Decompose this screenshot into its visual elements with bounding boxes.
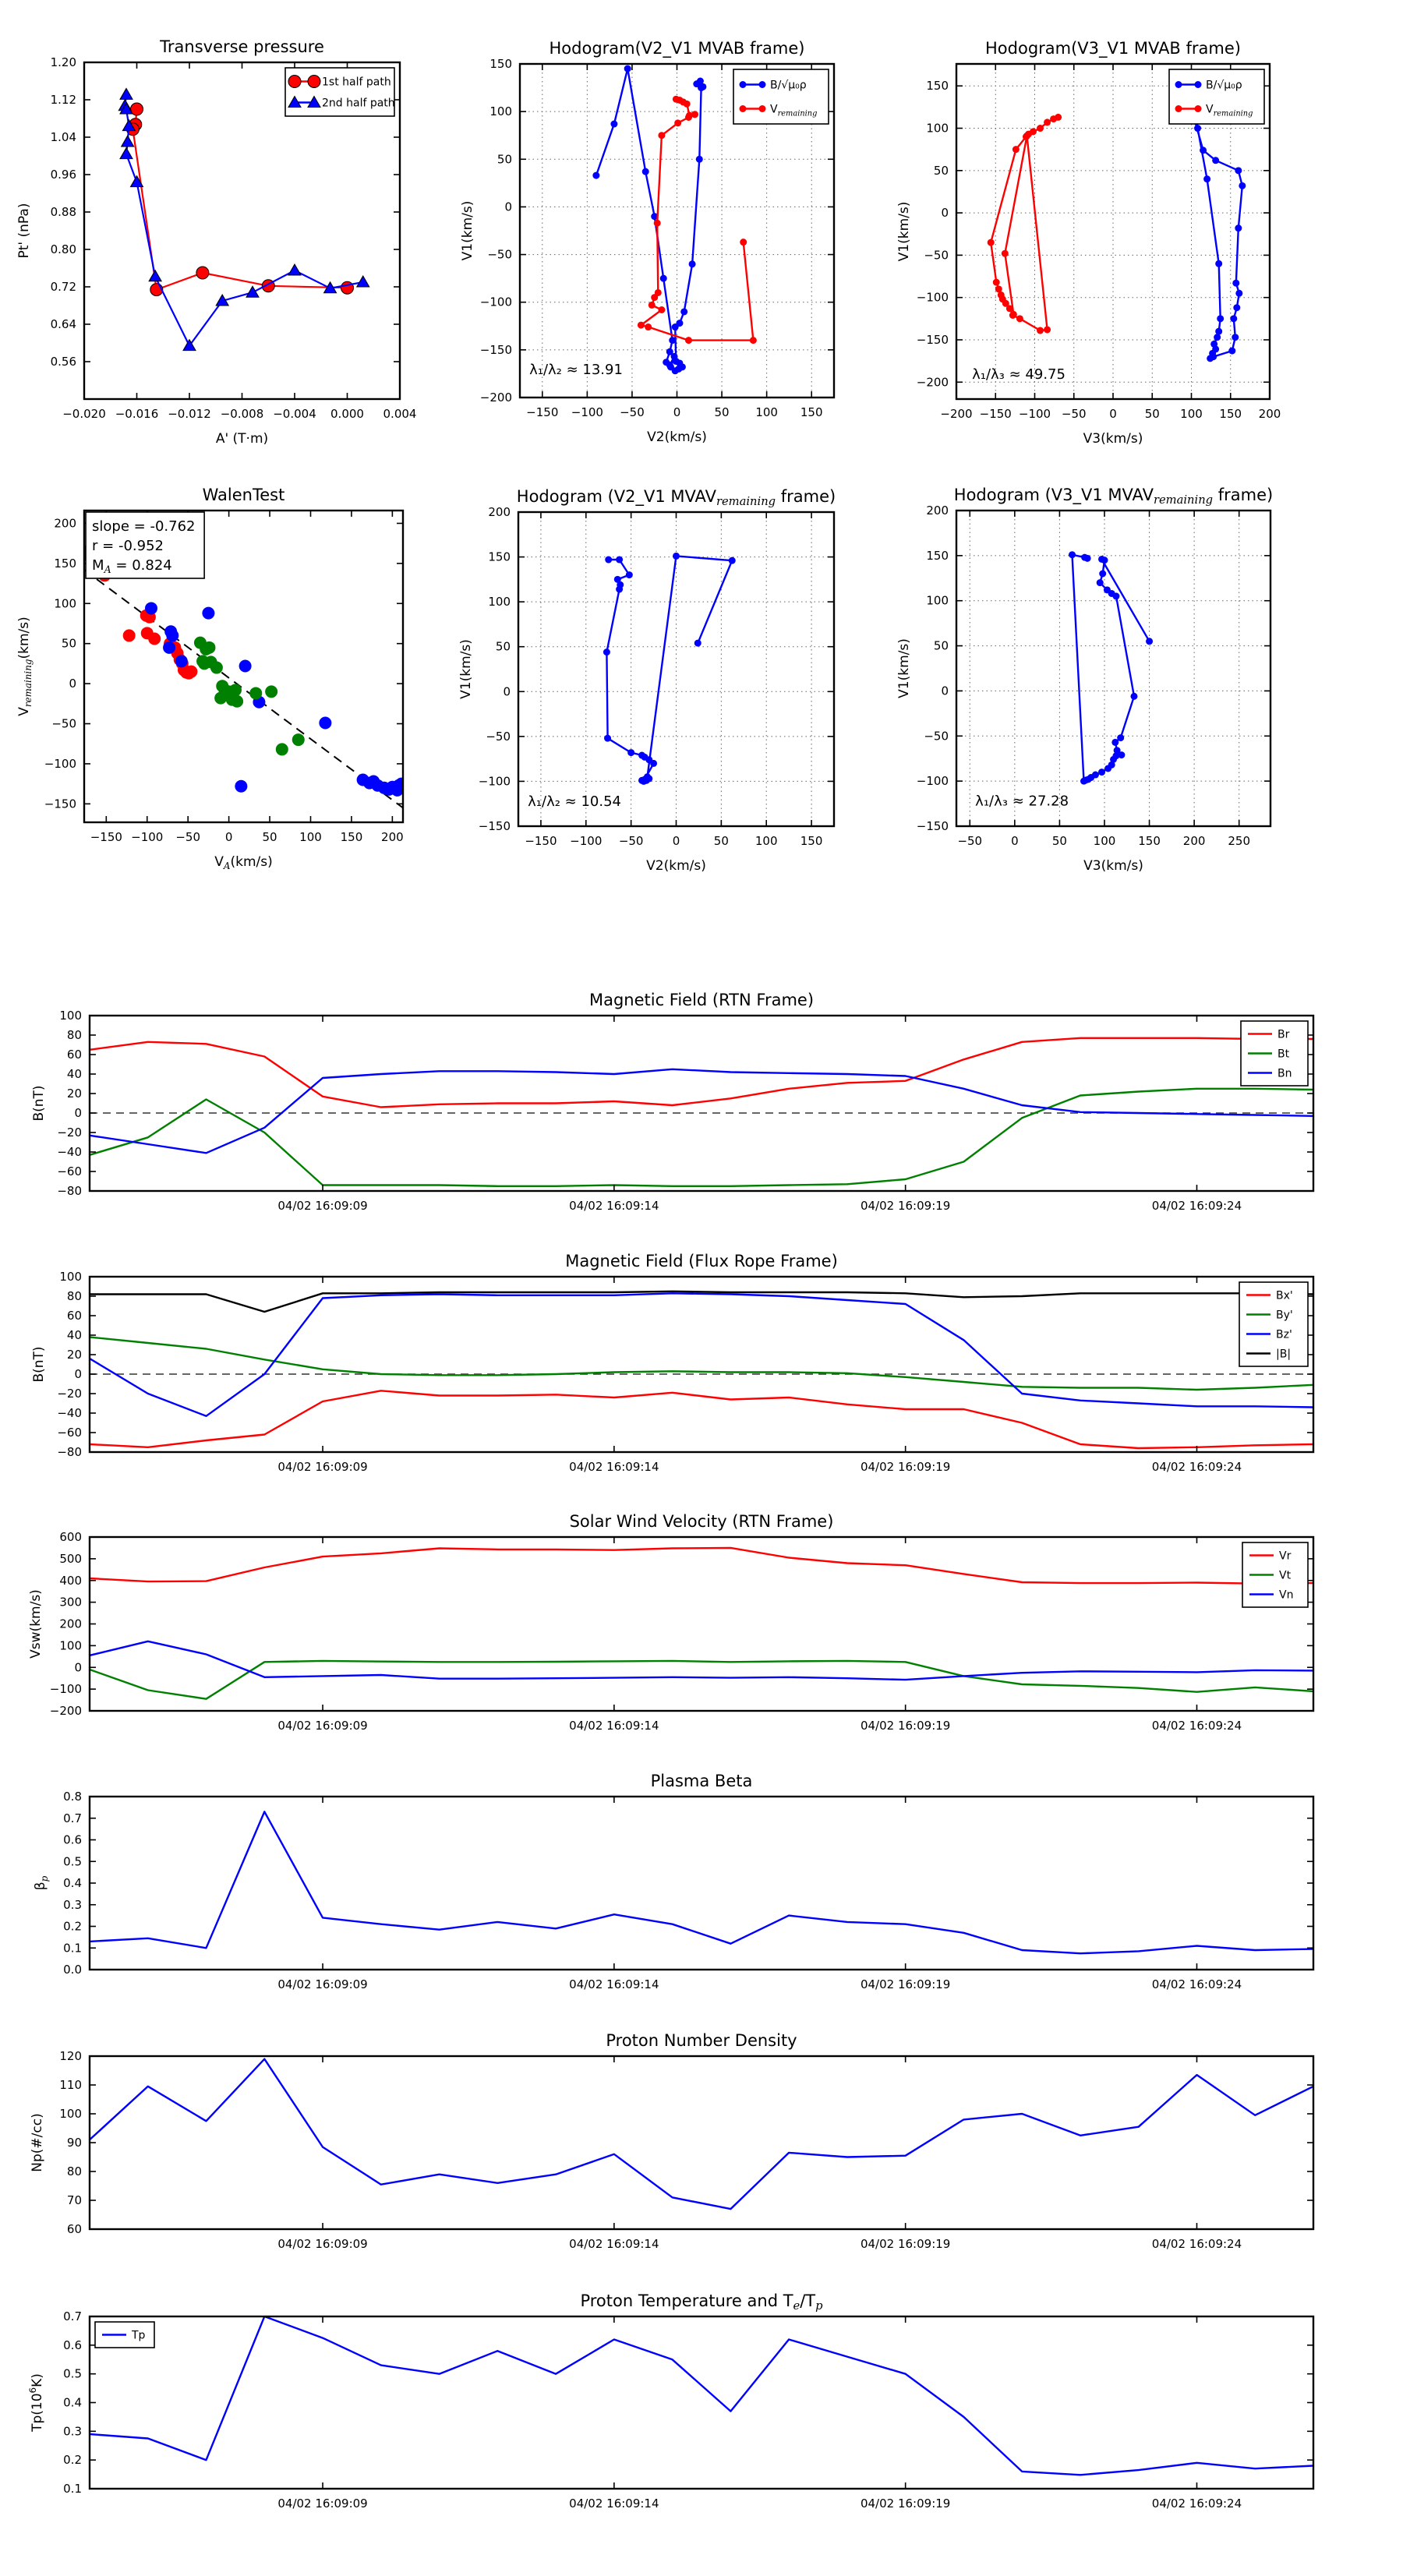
plot-area bbox=[988, 83, 1246, 362]
y-tick-label: 0 bbox=[74, 1106, 82, 1120]
legend-label: Bn bbox=[1278, 1067, 1292, 1080]
y-tick-label: 100 bbox=[926, 593, 949, 608]
magnetic-field-rtn-title: Magnetic Field (RTN Frame) bbox=[588, 991, 815, 1009]
x-tick-label: −150 bbox=[525, 834, 557, 848]
legend-label: Bx' bbox=[1276, 1289, 1293, 1302]
y-tick-label: −100 bbox=[916, 290, 949, 305]
y-tick-label: −100 bbox=[916, 774, 949, 789]
plot-area bbox=[90, 2316, 1313, 2475]
plot-area bbox=[90, 1038, 1313, 1186]
magnetic-field-flux-rope-series-Bz-prime bbox=[90, 1293, 1313, 1416]
plasma-beta-ylabel: $\beta_p$ bbox=[33, 1875, 50, 1891]
legend-label: Br bbox=[1278, 1028, 1290, 1041]
x-tick-label: 04/02 16:09:19 bbox=[860, 1199, 951, 1213]
hodogram-v2v1-mvav-xlabel: V2(km/s) bbox=[646, 858, 706, 874]
x-tick-label: 04/02 16:09:19 bbox=[860, 1977, 951, 1991]
y-tick-label: 1.12 bbox=[50, 93, 76, 107]
y-tick-label: −150 bbox=[916, 819, 949, 833]
x-tick-label: 04/02 16:09:19 bbox=[860, 2496, 951, 2511]
y-tick-label: −200 bbox=[916, 375, 949, 390]
magnetic-field-rtn-ylabel: B(nT) bbox=[31, 1085, 47, 1122]
x-tick-label: 04/02 16:09:09 bbox=[277, 2496, 368, 2511]
chart-magnetic-field-rtn bbox=[31, 991, 1313, 1213]
walen-test-series-fit-line bbox=[84, 570, 403, 807]
hodogram-v3v1-mvav-title: Hodogram (V3_V1 MVAVremaining frame) bbox=[953, 486, 1274, 507]
y-tick-label: 0 bbox=[503, 684, 511, 699]
hodogram-v2v1-mvab-title: Hodogram(V2_V1 MVAB frame) bbox=[549, 39, 805, 58]
x-tick-label: 04/02 16:09:09 bbox=[277, 1719, 368, 1733]
solar-wind-velocity-legend bbox=[1242, 1542, 1308, 1607]
legend-label: 2nd half path bbox=[322, 97, 395, 110]
y-tick-label: 0.2 bbox=[63, 1919, 82, 1934]
y-tick-label: −50 bbox=[51, 716, 76, 731]
legend-label: $V_{remaining}$ bbox=[1206, 103, 1253, 118]
proton-temperature-legend bbox=[95, 2322, 154, 2348]
y-tick-label: −200 bbox=[49, 1704, 82, 1718]
axes-box bbox=[956, 511, 1270, 826]
hodogram-v3v1-mvav-series-hodogram-path bbox=[1073, 555, 1150, 781]
hodogram-v3v1-mvab-xlabel: V3(km/s) bbox=[1083, 431, 1143, 447]
legend-label: Bz' bbox=[1276, 1328, 1292, 1341]
y-tick-label: 150 bbox=[54, 556, 76, 571]
x-tick-label: −50 bbox=[175, 830, 201, 844]
y-tick-label: 60 bbox=[66, 1309, 82, 1323]
hodogram-v3v1-mvav-ylabel: V1(km/s) bbox=[896, 638, 912, 698]
y-tick-label: 1.20 bbox=[50, 55, 76, 69]
x-tick-label: 50 bbox=[262, 830, 277, 844]
x-tick-label: 04/02 16:09:14 bbox=[569, 1460, 659, 1474]
y-tick-label: 50 bbox=[495, 639, 511, 654]
ticks bbox=[59, 2049, 1313, 2251]
plot-area bbox=[80, 545, 408, 807]
x-tick-label: 50 bbox=[714, 405, 730, 419]
plot-area bbox=[90, 1548, 1313, 1699]
x-tick-label: −100 bbox=[571, 405, 603, 419]
chart-hodogram-v2v1-mvav bbox=[458, 487, 836, 874]
magnetic-field-flux-rope-series-Bx-prime bbox=[90, 1390, 1313, 1448]
x-tick-label: 100 bbox=[755, 405, 778, 419]
ticks bbox=[57, 1009, 1313, 1213]
y-tick-label: 90 bbox=[66, 2136, 82, 2150]
x-tick-label: 200 bbox=[1258, 407, 1281, 421]
transverse-pressure-series-1st half path bbox=[133, 109, 347, 290]
x-tick-label: 04/02 16:09:19 bbox=[860, 2237, 951, 2251]
x-tick-label: 150 bbox=[1219, 407, 1242, 421]
transverse-pressure-ylabel: Pt' (nPa) bbox=[16, 203, 32, 259]
chart-proton-number-density bbox=[30, 2031, 1313, 2251]
y-tick-label: 0.72 bbox=[50, 280, 76, 294]
x-tick-label: 50 bbox=[713, 834, 729, 848]
hodogram-v2v1-mvav-title: Hodogram (V2_V1 MVAVremaining frame) bbox=[516, 487, 836, 508]
x-tick-label: 0.000 bbox=[330, 407, 364, 421]
y-tick-label: 0.80 bbox=[50, 242, 76, 256]
axes-box bbox=[90, 1537, 1313, 1711]
x-tick-label: −0.020 bbox=[62, 407, 106, 421]
y-tick-label: 0.56 bbox=[50, 355, 76, 369]
hodogram-v3v1-mvav-xlabel: V3(km/s) bbox=[1083, 858, 1143, 874]
y-tick-label: 50 bbox=[933, 638, 949, 653]
x-tick-label: 0 bbox=[224, 830, 233, 844]
walen-test-markers-scatter-green bbox=[194, 637, 305, 756]
y-tick-label: 400 bbox=[59, 1573, 82, 1588]
y-tick-label: 0.3 bbox=[63, 1897, 82, 1912]
x-tick-label: 04/02 16:09:09 bbox=[277, 2237, 368, 2251]
x-tick-label: −0.004 bbox=[273, 407, 316, 421]
y-tick-label: 0.2 bbox=[63, 2453, 82, 2468]
y-tick-label: −100 bbox=[478, 774, 511, 789]
plot-area bbox=[90, 1289, 1313, 1448]
y-tick-label: 100 bbox=[59, 2107, 82, 2121]
x-tick-label: 100 bbox=[1093, 834, 1116, 848]
plot-area bbox=[90, 1811, 1313, 1953]
y-tick-label: 40 bbox=[66, 1328, 82, 1342]
y-tick-label: 100 bbox=[59, 1009, 82, 1023]
x-tick-label: 0 bbox=[1109, 407, 1117, 421]
transverse-pressure-xlabel: A' (T·m) bbox=[215, 431, 269, 447]
y-tick-label: 60 bbox=[66, 1048, 82, 1062]
y-tick-label: −60 bbox=[57, 1164, 82, 1178]
y-tick-label: 0.1 bbox=[63, 2482, 82, 2496]
y-tick-label: 0.96 bbox=[50, 168, 76, 182]
gridlines bbox=[956, 511, 1270, 826]
y-tick-label: −40 bbox=[57, 1406, 82, 1420]
x-tick-label: 150 bbox=[800, 405, 823, 419]
magnetic-field-rtn-series-Bt bbox=[90, 1089, 1313, 1186]
y-tick-label: 100 bbox=[59, 1270, 82, 1284]
transverse-pressure-series-2nd half path bbox=[125, 94, 363, 345]
hodogram-v3v1-mvab-ylabel: V1(km/s) bbox=[896, 201, 912, 262]
x-tick-label: 04/02 16:09:24 bbox=[1151, 1460, 1242, 1474]
x-tick-label: 04/02 16:09:24 bbox=[1151, 2237, 1242, 2251]
x-tick-label: −150 bbox=[979, 407, 1012, 421]
x-tick-label: 04/02 16:09:19 bbox=[860, 1460, 951, 1474]
y-tick-label: 0.7 bbox=[63, 2309, 82, 2323]
x-tick-label: 04/02 16:09:14 bbox=[569, 1199, 659, 1213]
chart-hodogram-v3v1-mvab bbox=[896, 39, 1281, 447]
y-tick-label: 0 bbox=[74, 1660, 82, 1675]
legend-label: $V_{remaining}$ bbox=[770, 103, 818, 118]
hodogram-v3v1-mvab-legend bbox=[1169, 69, 1264, 124]
hodogram-v2v1-mvav-markers-hodogram-path bbox=[603, 553, 736, 785]
x-tick-label: 0 bbox=[673, 405, 681, 419]
hodogram-v2v1-mvav-ylabel: V1(km/s) bbox=[458, 639, 474, 699]
walen-test-title: WalenTest bbox=[202, 486, 285, 504]
x-tick-label: −50 bbox=[1061, 407, 1087, 421]
hodogram-v2v1-mvab-legend bbox=[733, 69, 829, 124]
x-tick-label: −100 bbox=[1018, 407, 1051, 421]
x-tick-label: 0 bbox=[672, 834, 680, 848]
chart-hodogram-v3v1-mvav bbox=[896, 486, 1273, 874]
plot-area bbox=[1069, 551, 1153, 784]
y-tick-label: −100 bbox=[479, 295, 512, 309]
y-tick-label: −100 bbox=[49, 1682, 82, 1697]
stats-line: slope = -0.762 bbox=[92, 518, 196, 535]
y-tick-label: 200 bbox=[54, 516, 76, 531]
y-tick-label: 50 bbox=[497, 152, 512, 167]
x-tick-label: 150 bbox=[1138, 834, 1161, 848]
stats-line: $M_A = 0.824$ bbox=[92, 557, 172, 575]
y-tick-label: 0.5 bbox=[63, 2366, 82, 2381]
y-tick-label: 150 bbox=[926, 79, 949, 94]
walen-test-stats-box bbox=[86, 512, 204, 578]
x-tick-label: 04/02 16:09:09 bbox=[277, 1977, 368, 1991]
hodogram-v3v1-mvav-annotation: λ₁/λ₃ ≈ 27.28 bbox=[975, 793, 1069, 810]
chart-magnetic-field-flux-rope bbox=[31, 1252, 1313, 1474]
x-tick-label: −150 bbox=[526, 405, 559, 419]
x-tick-label: 04/02 16:09:24 bbox=[1151, 1977, 1242, 1991]
x-tick-label: 04/02 16:09:14 bbox=[569, 2496, 659, 2511]
y-tick-label: −80 bbox=[57, 1184, 82, 1198]
hodogram-v2v1-mvab-annotation: λ₁/λ₂ ≈ 13.91 bbox=[529, 362, 623, 379]
plasma-beta-title: Plasma Beta bbox=[650, 1772, 753, 1790]
y-tick-label: 50 bbox=[61, 636, 76, 651]
x-tick-label: −50 bbox=[957, 834, 983, 848]
x-tick-label: 150 bbox=[340, 830, 363, 844]
y-tick-label: 0.6 bbox=[63, 1832, 82, 1847]
y-tick-label: −40 bbox=[57, 1145, 82, 1159]
y-tick-label: 80 bbox=[66, 1028, 82, 1042]
x-tick-label: 100 bbox=[1180, 407, 1203, 421]
y-tick-label: 0.0 bbox=[63, 1963, 82, 1977]
y-tick-label: −150 bbox=[479, 342, 512, 357]
y-tick-label: 0.3 bbox=[63, 2424, 82, 2439]
x-tick-label: 0 bbox=[1011, 834, 1019, 848]
hodogram-v3v1-mvab-annotation: λ₁/λ₃ ≈ 49.75 bbox=[972, 366, 1066, 383]
legend-label: |B| bbox=[1276, 1348, 1292, 1361]
x-tick-label: −150 bbox=[90, 830, 122, 844]
ticks bbox=[917, 504, 1270, 848]
y-tick-label: 1.04 bbox=[50, 130, 76, 144]
y-tick-label: −50 bbox=[487, 247, 512, 262]
chart-hodogram-v2v1-mvab bbox=[460, 39, 834, 445]
y-tick-label: 40 bbox=[66, 1067, 82, 1081]
y-tick-label: 500 bbox=[59, 1551, 82, 1566]
x-tick-label: 0.004 bbox=[383, 407, 417, 421]
axes-box bbox=[90, 1016, 1313, 1191]
axes-box bbox=[90, 2316, 1313, 2489]
hodogram-v3v1-mvab-title: Hodogram(V3_V1 MVAB frame) bbox=[985, 39, 1241, 58]
walen-test-markers-scatter-blue bbox=[145, 602, 408, 796]
y-tick-label: 150 bbox=[488, 549, 511, 564]
transverse-pressure-markers-2nd half path bbox=[118, 88, 369, 350]
y-tick-label: 0.6 bbox=[63, 2337, 82, 2352]
y-tick-label: −150 bbox=[44, 797, 76, 811]
y-tick-label: 60 bbox=[66, 2222, 82, 2236]
legend-label: 1st half path bbox=[322, 76, 391, 89]
proton-temperature-ylabel: $Tp(10^6K)$ bbox=[27, 2373, 45, 2432]
hodogram-v2v1-mvav-series-hodogram-path bbox=[606, 556, 732, 781]
y-tick-label: 110 bbox=[59, 2078, 82, 2092]
y-tick-label: 20 bbox=[66, 1348, 82, 1362]
plot-area bbox=[90, 2059, 1313, 2209]
y-tick-label: 0 bbox=[941, 684, 949, 698]
x-tick-label: 04/02 16:09:24 bbox=[1151, 1719, 1242, 1733]
y-tick-label: 0 bbox=[74, 1367, 82, 1381]
y-tick-label: 0.8 bbox=[63, 1790, 82, 1804]
legend-label: By' bbox=[1276, 1309, 1293, 1322]
axes-box bbox=[90, 1797, 1313, 1970]
proton-number-density-ylabel: Np(#/cc) bbox=[30, 2113, 45, 2172]
legend-label: Tp bbox=[132, 2329, 146, 2342]
hodogram-v2v1-mvav-annotation: λ₁/λ₂ ≈ 10.54 bbox=[528, 793, 622, 810]
y-tick-label: 200 bbox=[488, 505, 511, 519]
walen-test-ylabel: $V_{remaining}(km/s)$ bbox=[16, 617, 34, 716]
ticks bbox=[63, 2309, 1313, 2511]
transverse-pressure-title: Transverse pressure bbox=[160, 37, 324, 56]
plasma-beta-series-beta-p bbox=[90, 1811, 1313, 1953]
x-tick-label: −50 bbox=[618, 834, 644, 848]
legend-label: B/√μ₀ρ bbox=[1206, 79, 1242, 92]
proton-number-density-series-Np bbox=[90, 2059, 1313, 2209]
chart-solar-wind-velocity bbox=[28, 1512, 1313, 1733]
y-tick-label: 200 bbox=[59, 1617, 82, 1631]
x-tick-label: 100 bbox=[299, 830, 322, 844]
magnetic-field-flux-rope-ylabel: B(nT) bbox=[31, 1346, 47, 1383]
legend-label: Vr bbox=[1279, 1549, 1292, 1563]
transverse-pressure-markers-1st half path bbox=[126, 103, 353, 296]
x-tick-label: −0.012 bbox=[168, 407, 211, 421]
x-tick-label: 04/02 16:09:09 bbox=[277, 1199, 368, 1213]
walen-test-xlabel: $V_A(km/s)$ bbox=[214, 854, 273, 871]
x-tick-label: 04/02 16:09:24 bbox=[1151, 1199, 1242, 1213]
y-tick-label: −200 bbox=[479, 390, 512, 405]
y-tick-label: 100 bbox=[489, 104, 512, 119]
y-tick-label: 0.4 bbox=[63, 1876, 82, 1890]
chart-transverse-pressure bbox=[16, 37, 416, 447]
proton-temperature-title: Proton Temperature and Te/Tp bbox=[580, 2292, 823, 2313]
y-tick-label: −100 bbox=[44, 756, 76, 771]
solar-wind-velocity-series-Vt bbox=[90, 1661, 1313, 1699]
y-tick-label: 0.88 bbox=[50, 205, 76, 219]
legend-label: B/√μ₀ρ bbox=[770, 79, 807, 92]
x-tick-label: −100 bbox=[131, 830, 164, 844]
magnetic-field-flux-rope-title: Magnetic Field (Flux Rope Frame) bbox=[565, 1252, 838, 1270]
y-tick-label: −50 bbox=[924, 248, 949, 263]
x-tick-label: −0.008 bbox=[220, 407, 264, 421]
magnetic-field-rtn-series-Br bbox=[90, 1038, 1313, 1108]
y-tick-label: −50 bbox=[924, 729, 949, 744]
x-tick-label: −200 bbox=[940, 407, 973, 421]
y-tick-label: 0 bbox=[69, 677, 76, 691]
plot-area bbox=[603, 553, 736, 785]
x-tick-label: −50 bbox=[620, 405, 645, 419]
x-tick-label: 250 bbox=[1228, 834, 1251, 848]
x-tick-label: 04/02 16:09:14 bbox=[569, 2237, 659, 2251]
y-tick-label: 70 bbox=[66, 2193, 82, 2207]
y-tick-label: 0.4 bbox=[63, 2395, 82, 2410]
x-tick-label: 150 bbox=[800, 834, 823, 848]
y-tick-label: 120 bbox=[59, 2049, 82, 2063]
ticks bbox=[50, 1530, 1313, 1733]
hodogram-v2v1-mvab-xlabel: V2(km/s) bbox=[647, 429, 707, 445]
x-tick-label: 50 bbox=[1051, 834, 1067, 848]
y-tick-label: 80 bbox=[66, 1289, 82, 1303]
ticks bbox=[63, 1790, 1313, 1991]
x-tick-label: 04/02 16:09:19 bbox=[860, 1719, 951, 1733]
y-tick-label: 0.64 bbox=[50, 317, 76, 331]
y-tick-label: −150 bbox=[916, 332, 949, 347]
y-tick-label: 150 bbox=[926, 548, 949, 563]
y-tick-label: 300 bbox=[59, 1595, 82, 1610]
x-tick-label: 04/02 16:09:24 bbox=[1151, 2496, 1242, 2511]
x-tick-label: 04/02 16:09:09 bbox=[277, 1460, 368, 1474]
y-tick-label: −50 bbox=[486, 729, 511, 744]
y-tick-label: 100 bbox=[488, 595, 511, 610]
chart-plasma-beta bbox=[33, 1772, 1313, 1991]
y-tick-label: −20 bbox=[57, 1125, 82, 1140]
transverse-pressure-legend bbox=[285, 68, 395, 116]
x-tick-label: 100 bbox=[755, 834, 778, 848]
chart-proton-temperature bbox=[27, 2292, 1313, 2511]
legend-label: Bt bbox=[1278, 1048, 1290, 1061]
stats-line: r = -0.952 bbox=[92, 538, 164, 554]
plot-area bbox=[118, 88, 369, 350]
x-tick-label: −100 bbox=[570, 834, 603, 848]
y-tick-label: 0.1 bbox=[63, 1941, 82, 1956]
x-tick-label: −0.016 bbox=[115, 407, 159, 421]
y-tick-label: 0 bbox=[941, 206, 949, 221]
x-tick-label: 04/02 16:09:14 bbox=[569, 1719, 659, 1733]
axes-box bbox=[90, 1277, 1313, 1452]
hodogram-v2v1-mvab-ylabel: V1(km/s) bbox=[460, 200, 475, 261]
y-tick-label: −20 bbox=[57, 1387, 82, 1401]
y-tick-label: 150 bbox=[489, 57, 512, 71]
magnetic-field-rtn-legend bbox=[1241, 1021, 1308, 1086]
legend-label: Vn bbox=[1279, 1588, 1294, 1602]
y-tick-label: 600 bbox=[59, 1530, 82, 1544]
y-tick-label: 20 bbox=[66, 1087, 82, 1101]
x-tick-label: 04/02 16:09:14 bbox=[569, 1977, 659, 1991]
proton-number-density-title: Proton Number Density bbox=[606, 2031, 797, 2050]
magnetic-field-flux-rope-legend bbox=[1239, 1282, 1308, 1366]
y-tick-label: 200 bbox=[926, 504, 949, 518]
y-tick-label: 0.5 bbox=[63, 1854, 82, 1869]
y-tick-label: 80 bbox=[66, 2164, 82, 2178]
y-tick-label: 0.7 bbox=[63, 1811, 82, 1825]
solar-wind-velocity-series-Vr bbox=[90, 1548, 1313, 1584]
proton-temperature-series-Tp bbox=[90, 2316, 1313, 2475]
solar-wind-velocity-ylabel: Vsw(km/s) bbox=[28, 1589, 44, 1659]
y-tick-label: 0 bbox=[504, 200, 512, 214]
y-tick-label: −150 bbox=[478, 819, 511, 833]
y-tick-label: −60 bbox=[57, 1426, 82, 1440]
x-tick-label: 200 bbox=[381, 830, 404, 844]
x-tick-label: 50 bbox=[1144, 407, 1160, 421]
y-tick-label: 100 bbox=[54, 596, 76, 611]
chart-walen-test bbox=[16, 486, 408, 871]
x-tick-label: 200 bbox=[1182, 834, 1206, 848]
y-tick-label: 100 bbox=[59, 1638, 82, 1653]
legend-label: Vt bbox=[1279, 1569, 1292, 1582]
solar-wind-velocity-title: Solar Wind Velocity (RTN Frame) bbox=[569, 1512, 834, 1531]
y-tick-label: 50 bbox=[933, 163, 949, 178]
y-tick-label: −80 bbox=[57, 1445, 82, 1459]
y-tick-label: 100 bbox=[926, 121, 949, 136]
